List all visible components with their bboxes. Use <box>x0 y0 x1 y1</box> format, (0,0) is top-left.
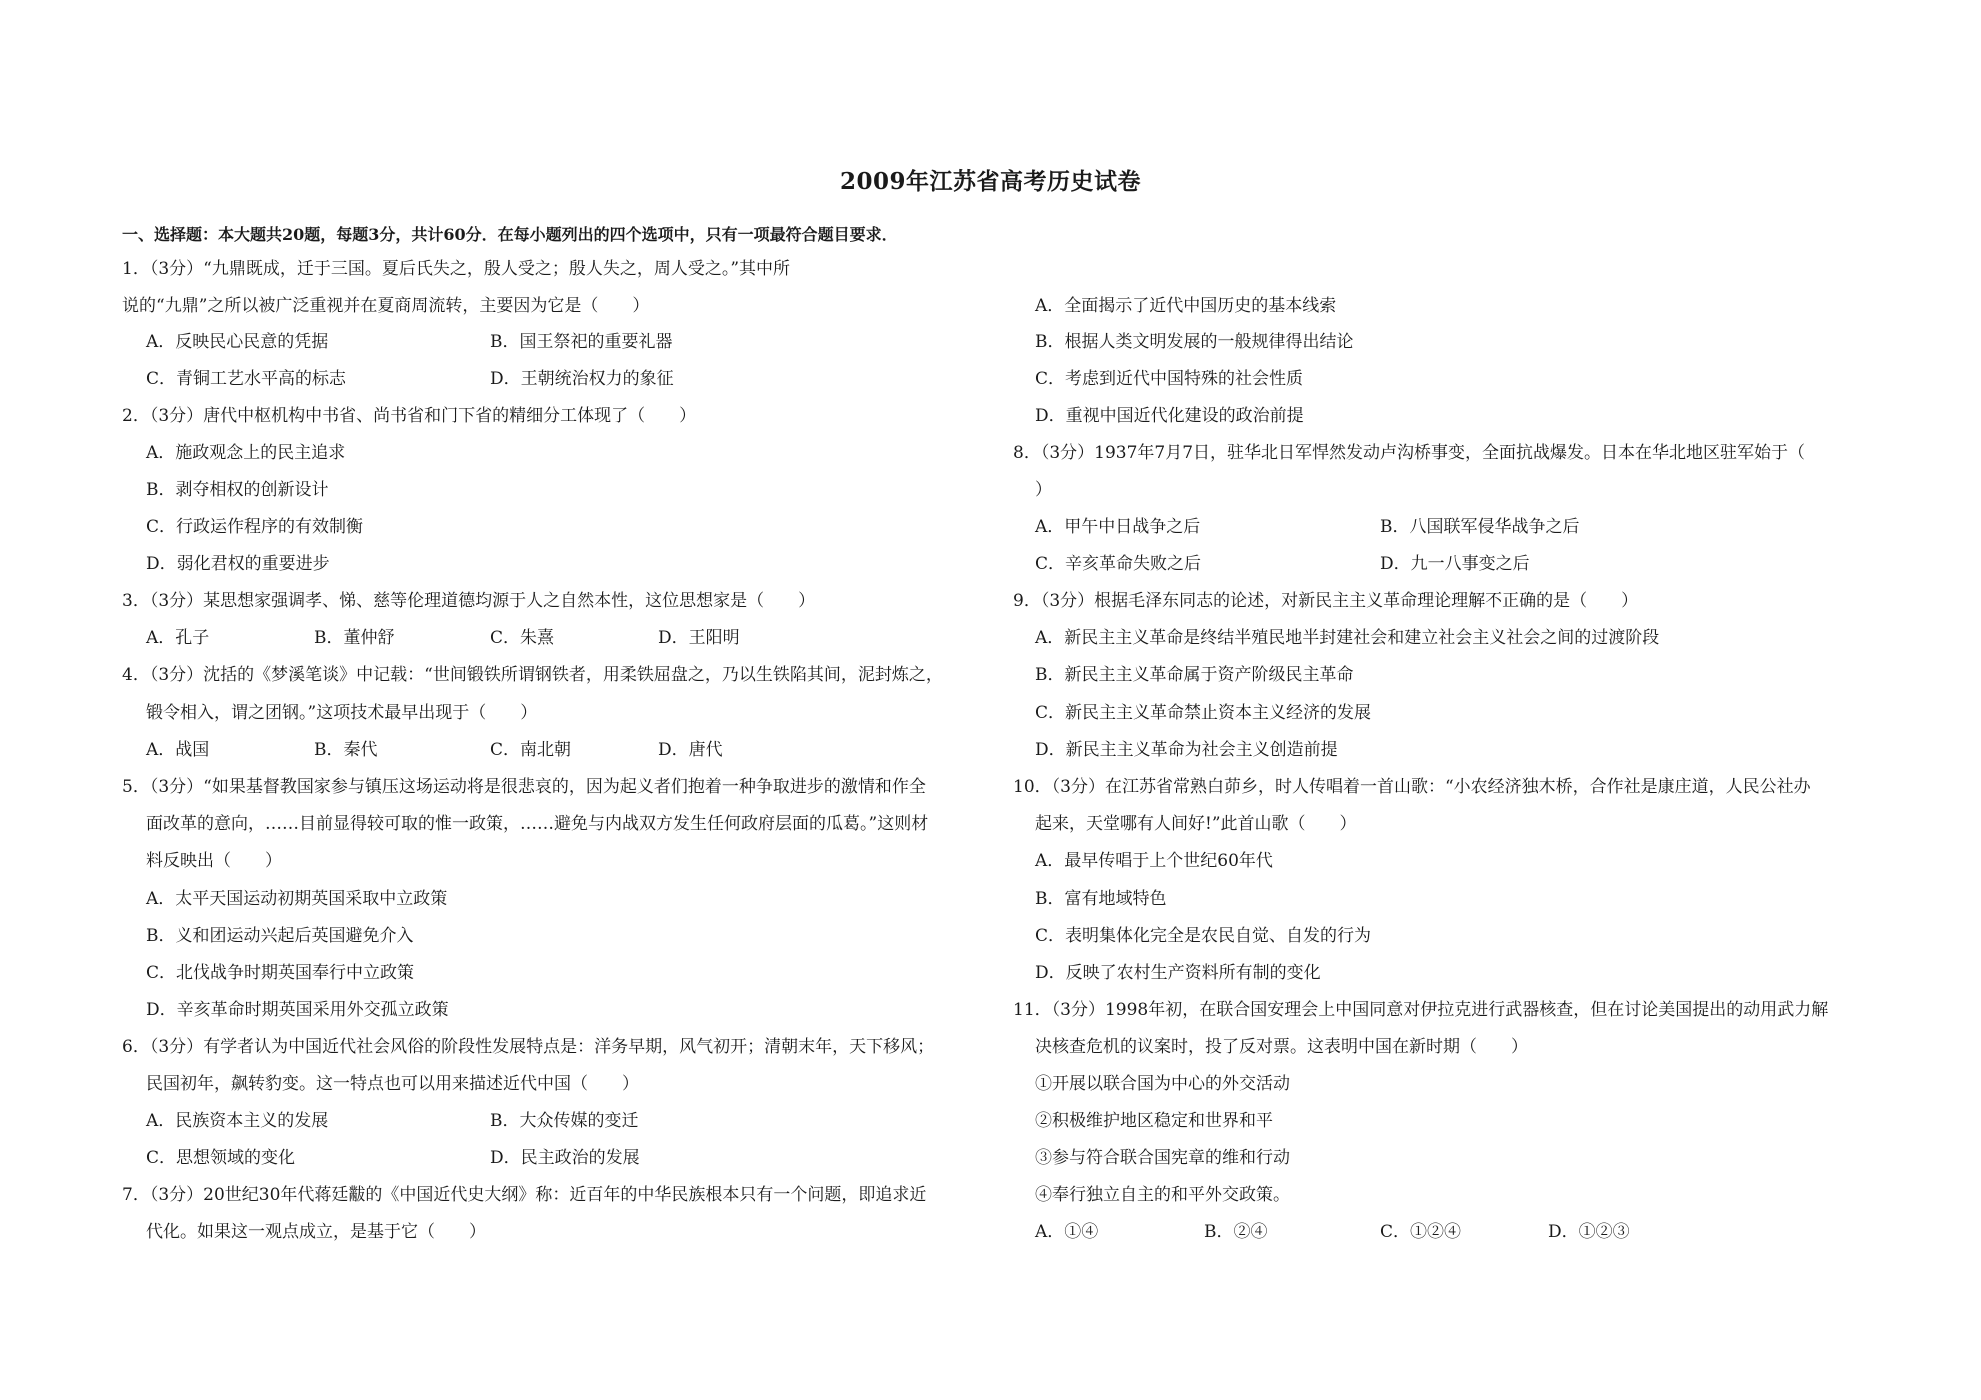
q7-stem: 7．（3分）20世纪30年代蒋廷黻的《中国近代史大纲》称：近百年的中华民族根本只有一个问题，即追求近 <box>122 1185 927 1205</box>
q6-option-a: A．民族资本主义的发展 <box>146 1111 329 1131</box>
q1-option-a: A．反映民心民意的凭据 <box>146 332 329 352</box>
q3-option-d: D．王阳明 <box>658 628 740 648</box>
q9-option-a: A．新民主主义革命是终结半殖民地半封建社会和建立社会主义社会之间的过渡阶段 <box>1035 628 1660 648</box>
q6-stem: 6．（3分）有学者认为中国近代社会风俗的阶段性发展特点是：洋务早期，风气初开；清朝末年，天下移风； <box>122 1037 935 1057</box>
q6-option-b: B．大众传媒的变迁 <box>490 1111 639 1131</box>
exam-title: 2009年江苏省高考历史试卷 <box>839 168 1141 195</box>
q5-option-a: A．太平天国运动初期英国采取中立政策 <box>146 889 448 909</box>
q1-option-d: D．王朝统治权力的象征 <box>490 369 674 389</box>
q6-stem: 民国初年，飙转豹变。这一特点也可以用来描述近代中国（ ） <box>146 1074 639 1094</box>
q9-stem: 9．（3分）根据毛泽东同志的论述，对新民主主义革命理论理解不正确的是（ ） <box>1013 591 1639 611</box>
q3-option-b: B．董仲舒 <box>314 628 395 648</box>
q2-option-d: D．弱化君权的重要进步 <box>146 554 330 574</box>
q11-statement-4: ④奉行独立自主的和平外交政策。 <box>1035 1185 1290 1205</box>
q11-option-c: C．①②④ <box>1380 1222 1462 1242</box>
q4-option-d: D．唐代 <box>658 740 723 760</box>
q7-stem: 代化。如果这一观点成立，是基于它（ ） <box>146 1222 486 1242</box>
q1-stem: 说的“九鼎”之所以被广泛重视并在夏商周流转，主要因为它是（ ） <box>122 296 650 316</box>
q11-option-a: A．①④ <box>1035 1222 1099 1242</box>
q6-option-d: D．民主政治的发展 <box>490 1148 640 1168</box>
q11-statement-1: ①开展以联合国为中心的外交活动 <box>1035 1074 1290 1094</box>
q5-option-c: C．北伐战争时期英国奉行中立政策 <box>146 963 415 983</box>
q11-statement-2: ②积极维护地区稳定和世界和平 <box>1035 1111 1273 1131</box>
q4-stem: 4．（3分）沈括的《梦溪笔谈》中记载：“世间锻铁所谓钢铁者，用柔铁屈盘之，乃以生铁陷其间，泥封炼之， <box>122 665 943 685</box>
q7-option-a: A．全面揭示了近代中国历史的基本线索 <box>1035 296 1337 316</box>
q9-option-b: B．新民主主义革命属于资产阶级民主革命 <box>1035 665 1354 685</box>
q7-option-d: D．重视中国近代化建设的政治前提 <box>1035 406 1304 426</box>
q7-option-b: B．根据人类文明发展的一般规律得出结论 <box>1035 332 1354 352</box>
q4-option-a: A．战国 <box>146 740 210 760</box>
q4-stem: 锻令相入，谓之团钢。”这项技术最早出现于（ ） <box>146 703 538 723</box>
q3-option-a: A．孔子 <box>146 628 210 648</box>
q4-option-b: B．秦代 <box>314 740 378 760</box>
q2-option-b: B．剥夺相权的创新设计 <box>146 480 329 500</box>
q4-option-c: C．南北朝 <box>490 740 572 760</box>
q10-option-c: C．表明集体化完全是农民自觉、自发的行为 <box>1035 926 1372 946</box>
q11-option-b: B．②④ <box>1204 1222 1268 1242</box>
q11-stem: 11．（3分）1998年初，在联合国安理会上中国同意对伊拉克进行武器核查，但在讨论美国提出的动用武力解 <box>1013 1000 1829 1020</box>
q9-option-c: C．新民主主义革命禁止资本主义经济的发展 <box>1035 703 1372 723</box>
q5-option-d: D．辛亥革命时期英国采用外交孤立政策 <box>146 1000 449 1020</box>
q10-option-d: D．反映了农村生产资料所有制的变化 <box>1035 963 1321 983</box>
q10-stem: 起来，天堂哪有人间好!”此首山歌（ ） <box>1035 814 1357 834</box>
q2-stem: 2．（3分）唐代中枢机构中书省、尚书省和门下省的精细分工体现了（ ） <box>122 406 697 426</box>
q1-option-c: C．青铜工艺水平高的标志 <box>146 369 347 389</box>
q10-stem: 10．（3分）在江苏省常熟白茆乡，时人传唱着一首山歌：“小农经济独木桥，合作社是康庄道，人民公社办 <box>1013 777 1811 797</box>
q5-stem: 面改革的意向，……目前显得较可取的惟一政策，……避免与内战双方发生任何政府层面的瓜葛。”这则材 <box>146 814 929 834</box>
q8-option-b: B．八国联军侵华战争之后 <box>1380 517 1580 537</box>
q10-option-b: B．富有地域特色 <box>1035 889 1167 909</box>
q2-option-c: C．行政运作程序的有效制衡 <box>146 517 364 537</box>
q8-option-a: A．甲午中日战争之后 <box>1035 517 1201 537</box>
q6-option-c: C．思想领域的变化 <box>146 1148 296 1168</box>
q2-option-a: A．施政观念上的民主追求 <box>146 443 346 463</box>
q8-stem: ） <box>1035 480 1052 500</box>
q9-option-d: D．新民主主义革命为社会主义创造前提 <box>1035 740 1338 760</box>
q8-stem: 8．（3分）1937年7月7日，驻华北日军悍然发动卢沟桥事变，全面抗战爆发。日本在华北地区驻军始于（ <box>1013 443 1806 463</box>
q5-stem: 5．（3分）“如果基督教国家参与镇压这场运动将是很悲哀的，因为起义者们抱着一种争取进步的激情和作全 <box>122 777 926 797</box>
q11-stem: 决核查危机的议案时，投了反对票。这表明中国在新时期（ ） <box>1035 1037 1528 1057</box>
q8-option-c: C．辛亥革命失败之后 <box>1035 554 1202 574</box>
q1-option-b: B．国王祭祀的重要礼器 <box>490 332 673 352</box>
q5-stem: 料反映出（ ） <box>146 851 282 871</box>
q7-option-c: C．考虑到近代中国特殊的社会性质 <box>1035 369 1304 389</box>
q11-statement-3: ③参与符合联合国宪章的维和行动 <box>1035 1148 1290 1168</box>
q8-option-d: D．九一八事变之后 <box>1380 554 1530 574</box>
q10-option-a: A．最早传唱于上个世纪60年代 <box>1035 851 1273 871</box>
q1-stem: 1．（3分）“九鼎既成，迁于三国。夏后氏失之，殷人受之；殷人失之，周人受之。”其中所 <box>122 259 791 279</box>
q5-option-b: B．义和团运动兴起后英国避免介入 <box>146 926 414 946</box>
section-heading: 一、选择题：本大题共20题，每题3分，共计60分．在每小题列出的四个选项中，只有一项最符合题目要求． <box>122 225 898 244</box>
q3-option-c: C．朱熹 <box>490 628 555 648</box>
q3-stem: 3．（3分）某思想家强调孝、悌、慈等伦理道德均源于人之自然本性，这位思想家是（ ） <box>122 591 816 611</box>
q11-option-d: D．①②③ <box>1548 1222 1630 1242</box>
